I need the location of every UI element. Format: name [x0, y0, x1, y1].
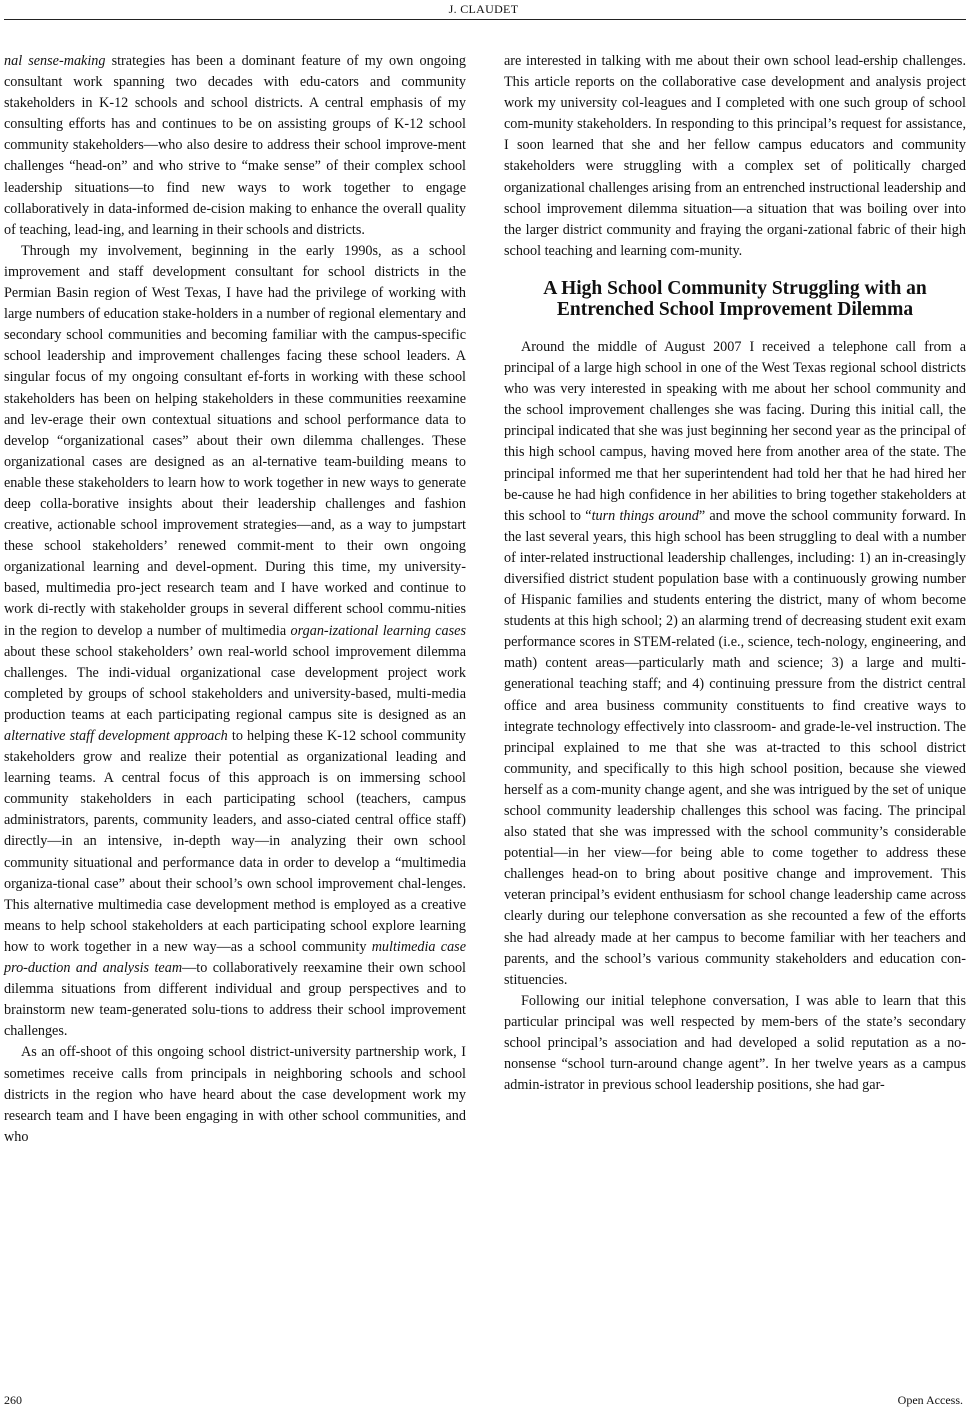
- paragraph-text: —to collaboratively reexamine their own school dilemma situations from different individual and group perspectives and to brainstorm new team-generated solu-tions to address their school improvement challenges.: [4, 960, 466, 1040]
- italic-phrase: alternative staff development approach: [4, 728, 228, 744]
- running-head: J. CLAUDET: [448, 2, 519, 16]
- paragraph-text: Through my involvement, beginning in the early 1990s, as a school improvement and staff development consultant for school districts in the Permian Basin region of West Texas, I have had the privilege of working with large numbers of education stake-holders in a number of regional elementary and secondary school communities and becoming familiar with the campus-specific school leadership and improvement challenges facing these school leaders. A singular focus of my ongoing consultant ef-forts in working with these school stakeholders has been on helping stakeholders in these communities reexamine and lev-erage their own contextual situations and school performance data to develop “organizational cases” about their own dilemma challenges. These organizational cases are designed as an al-ternative team-building means to enable these stakeholders to learn how to work together in new ways to generate deep colla-borative insights about their leadership challenges and fashion creative, actionable school improvement strategies—and, as a way to jumpstart these school stakeholders’ renewed commit-ment to their own ongoing organizational learning and devel-opment. During this time, my university-based, multimedia pro-ject research team and I have worked and continue to work di-rectly with stakeholder groups in several different school commu-nities in the region to develop a number of multimedia: [4, 242, 466, 639]
- paragraph-continued: are interested in talking with me about their own school lead-ership challenges. This article reports on the collaborative case development and analysis project work my university col-leagues and I completed with one such group of school com-munity stakeholders. In responding to this principal’s request for assistance, I soon learned that she and her fellow campus educators and community stakeholders were struggling with a complex set of politically charged organizational challenges arising from an entrenched instructional leadership and school improvement dilemma situation—a situation that was boiling over into the larger district community and fraying the organi-zational fabric of their high school teaching and learning com-munity.: [504, 53, 966, 259]
- paragraph-telephone-call: [504, 337, 966, 991]
- paragraph-text: strategies has been a dominant feature of my own ongoing consultant work spanning two decades with edu-cators and community stakeholders in K-12 schools and school districts. A central emphasis of my consulting efforts has and continues to be on assisting groups of K-12 school community stakeholders—who also desire to address their school improve-ment challenges “head-on” and who strive to “make sense” of their complex school leadership situations—to find new ways to work together to engage collaboratively in data-informed de-cision making to enhance the overall quality of teaching, lead-ing, and learning in their schools and districts.: [4, 53, 466, 238]
- publisher-label: Open Access.: [897, 1393, 963, 1407]
- section-heading-line: Entrenched School Improvement Dilemma: [556, 298, 914, 320]
- right-column: [504, 51, 966, 1096]
- italic-phrase: organ-izational learning cases: [290, 622, 466, 639]
- paragraph-involvement: [4, 241, 466, 1043]
- italic-phrase: nal sense-making: [4, 53, 106, 69]
- left-column: [4, 51, 466, 1148]
- paragraph-text: ” and move the school community forward. In the last several years, this high school has been struggling to deal with a number of inter-related instructional leadership challenges, including: 1) an in-creasingly diversified district student population base with a continuously growing number of Hispanic families and students entering the district, many of whom become students at this high school; 2) an alarming trend of decreasing student exit exam performance scores in STEM-related (i.e., science, tech-nology, engineering, and math) content areas—particularly math and science; 3) a large and multi-generational teaching staff; and 4) continuing pressure from the district central office and area business community constituents to find creative ways to integrate technology effectively into classroom- and grade-le-vel instruction. The principal explained to me that she was at-tracted to this school district community, and specifically to this high school position, because she viewed herself as a com-munity change agent, and she was intrigued by the set of unique school community leadership challenges this school was facing. The principal also stated that she was impressed with the school community’s considerable potential—in her view—for being able to come together to address these challenges head-on to bring about positive change and improvement. This veteran principal’s evident enthusiasm for school change leadership came across clearly during our telephone conversation as she recounted a few of the efforts she had already made at her campus to become familiar with her teachers and parents, and the school’s various community stakeholders and education con-stituencies.: [504, 507, 966, 988]
- paragraph-offshoot: As an off-shoot of this ongoing school district-university partnership work, I sometimes receive calls from principals in neighboring schools and school districts in the region who have heard about the case development work my research team and I have been engaging in with other school communities, and who: [4, 1044, 466, 1145]
- paragraph-continued: [4, 51, 466, 241]
- section-heading-line: A High School Community Struggling with an: [543, 277, 927, 299]
- paragraph-text: Around the middle of August 2007 I received a telephone call from a principal of a large high school in one of the West Texas regional school districts who was very interested in speaking with me about her school community and the school improvement challenges she was facing. During this initial call, the principal indicated that she was just beginning her second year as the principal of this high school campus, having moved here from another area of the state. The principal informed me that her superintendent had told her that he had hired her be-cause he had high confidence in her abilities to bring together stakeholders at this school to “: [504, 338, 966, 524]
- paragraph-text: about these school stakeholders’ own real-world school improvement dilemma challenges. The indi-vidual organizational case development project work completed by groups of school stakeholders and university-based, multi-media production teams at each participating regional campus site is designed as an: [4, 643, 466, 723]
- italic-phrase: turn things around: [591, 507, 699, 524]
- section-heading: [504, 278, 966, 320]
- header-rule: [4, 19, 966, 20]
- paragraph-following: Following our initial telephone conversation, I was able to learn that this particular principal was well respected by mem-bers of the state’s secondary school principal’s association and had developed a solid reputation as a no-nonsense “school turn-around change agent”. In her twelve years as a campus admin-istrator in previous school leadership positions, she had gar-: [504, 992, 966, 1094]
- italic-phrase: multimedia case pro-duction and analysis team: [4, 938, 467, 977]
- paragraph-text: to helping these K-12 school community stakeholders grow and realize their potential as organizational leading and learning teams. A central focus of this approach is on immersing school community stakeholders in each participating school (teachers, campus administrators, parents, community leaders, and asso-ciated central office staff) directly—in an intensive, in-depth way—in analyzing their own school community situational and performance data in order to develop a “multimedia organiza-tional case” about their school’s own school improvement chal-lenges. This alternative multimedia case development method is employed as a creative means to help school stakeholders at each participating school explore learning how to work together in a new way—as a school community: [4, 728, 466, 955]
- page-number: 260: [4, 1393, 22, 1407]
